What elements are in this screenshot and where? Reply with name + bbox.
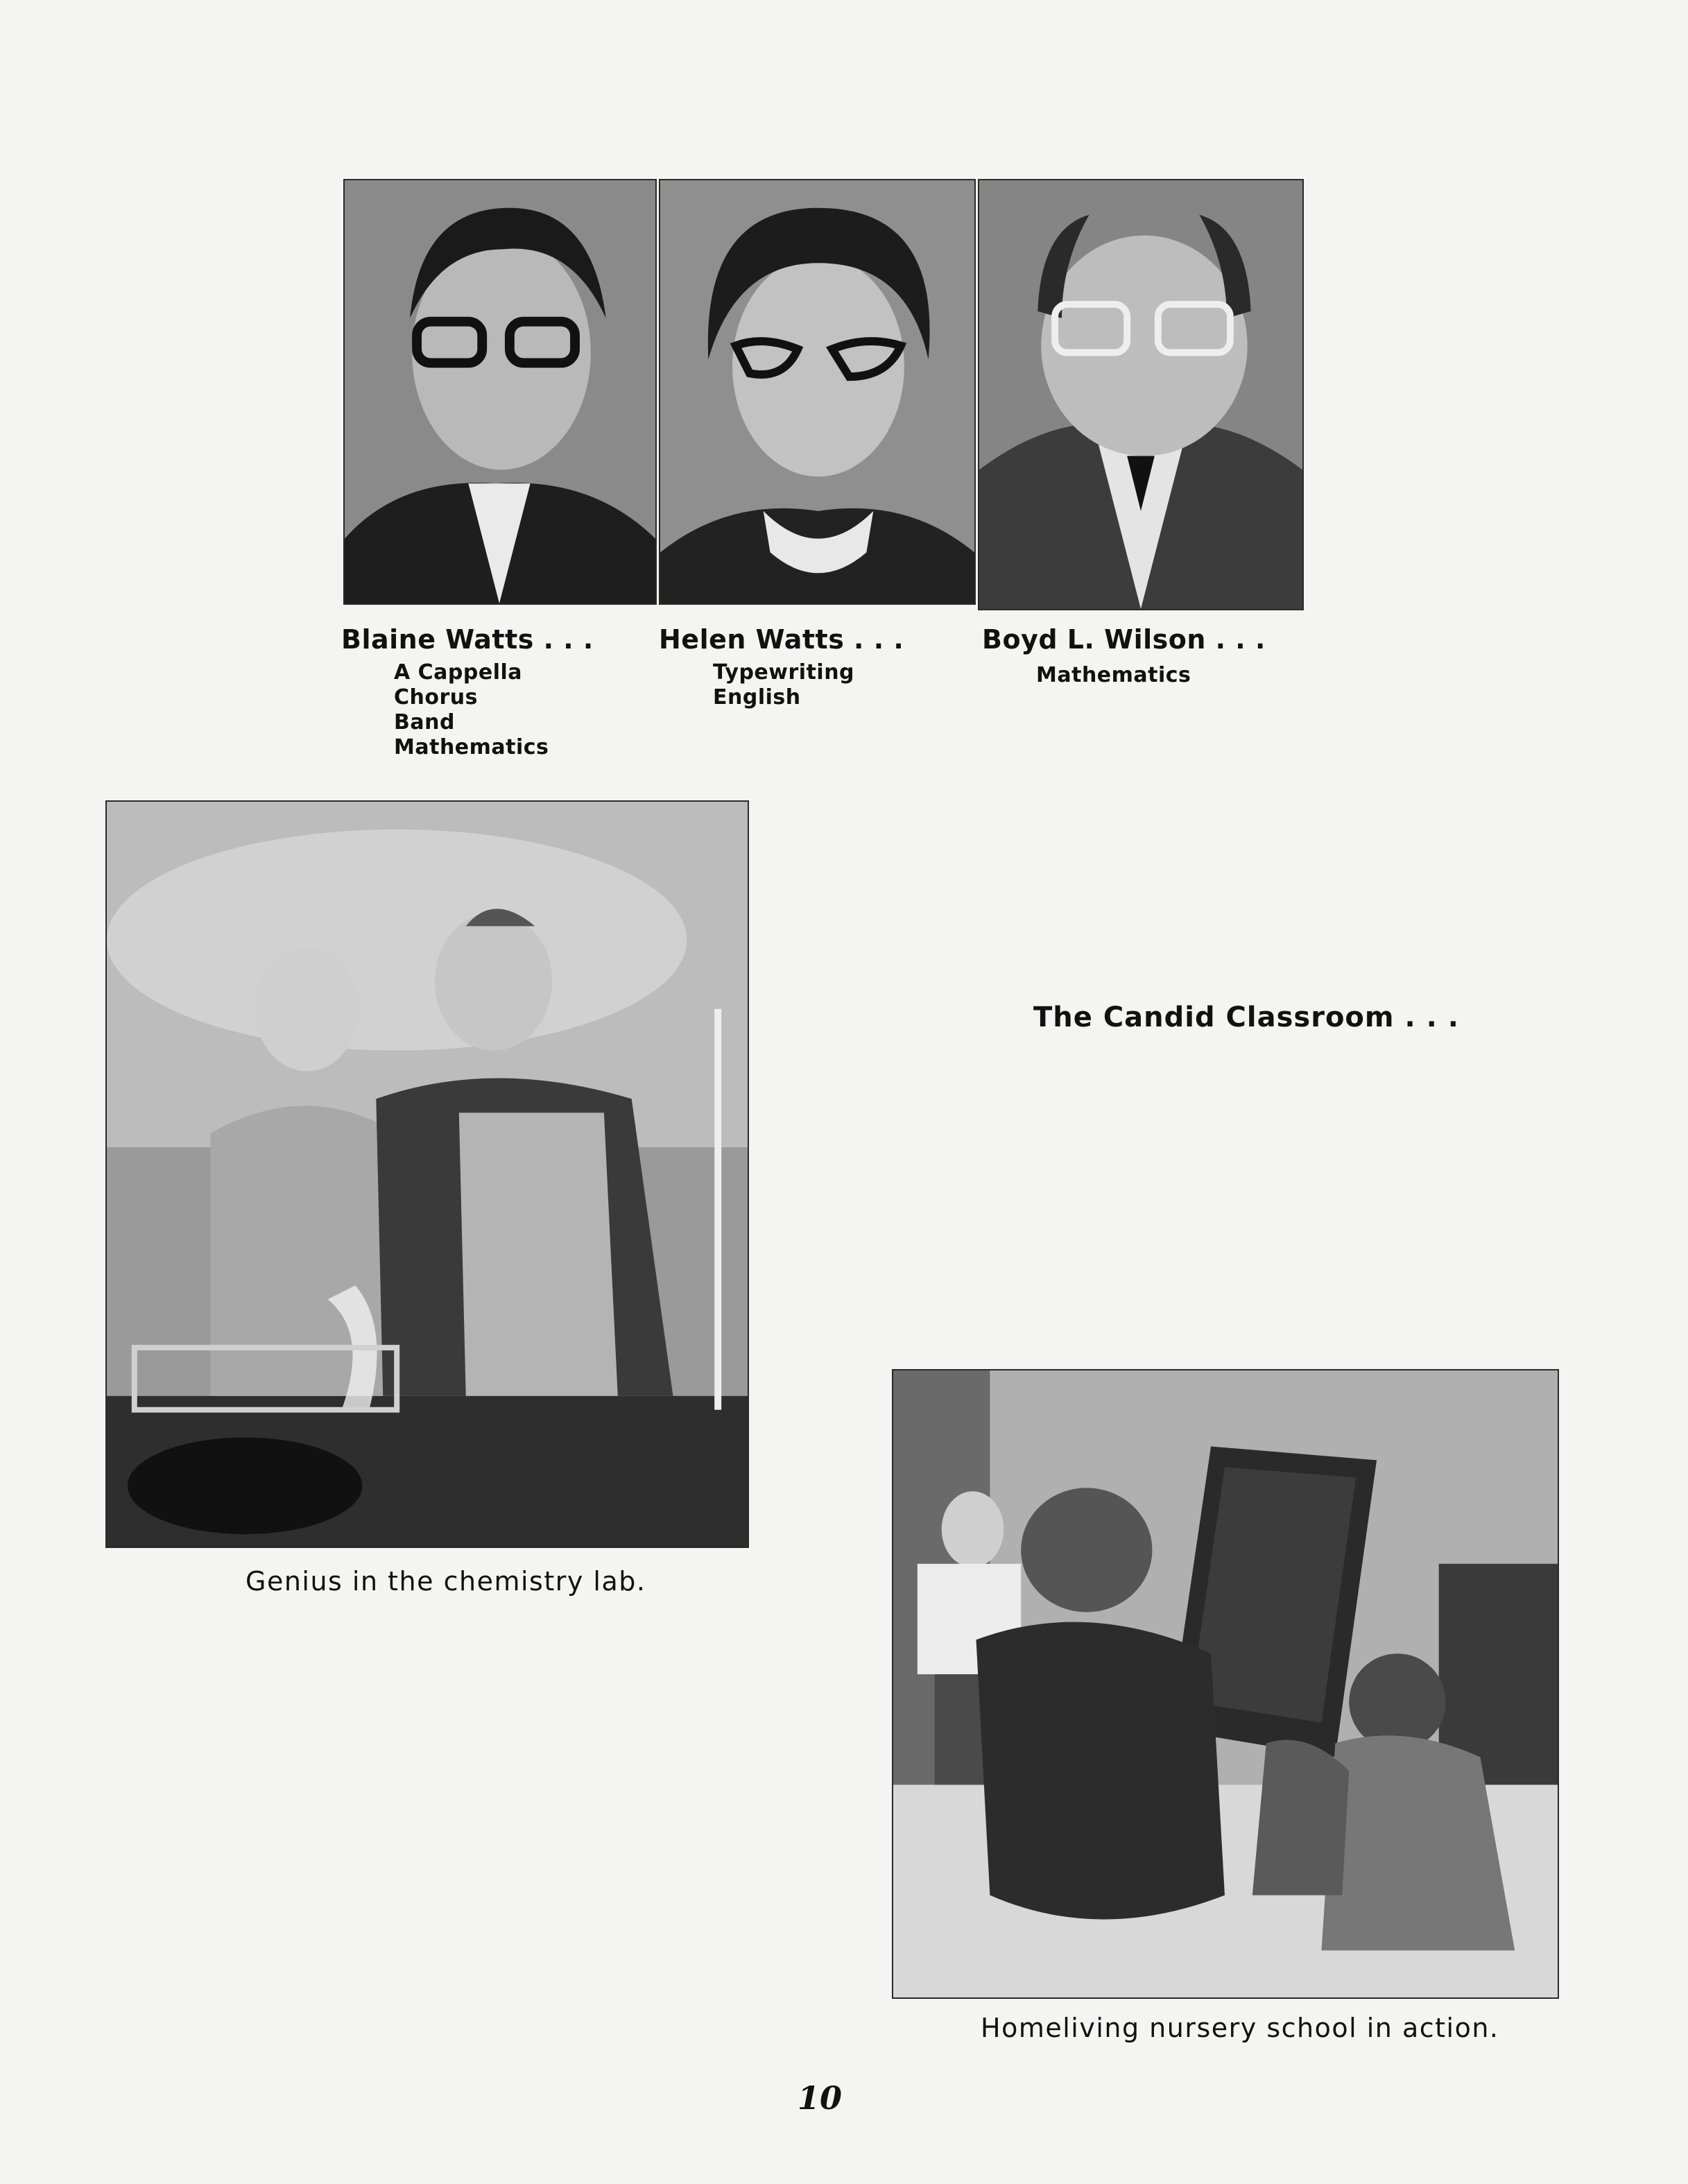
chemistry-lab-photo (105, 800, 749, 1548)
subject: Mathematics (394, 735, 549, 759)
portrait-helen-watts (659, 179, 976, 605)
faculty-name-2: Helen Watts . . . (659, 624, 904, 655)
chemistry-lab-caption: Genius in the chemistry lab. (246, 1566, 646, 1597)
subject: English (713, 685, 801, 710)
faculty-subjects-3 (1036, 663, 1191, 688)
subject: A Cappella (394, 660, 523, 685)
portrait-blaine-watts (343, 179, 657, 605)
faculty-name-3: Boyd L. Wilson . . . (982, 624, 1266, 655)
page-number: 10 (798, 2079, 843, 2117)
subject: Chorus (394, 685, 478, 710)
subject: Mathematics (1036, 663, 1191, 687)
faculty-name-1: Blaine Watts . . . (341, 624, 594, 655)
nursery-school-caption: Homeliving nursery school in action. (981, 2013, 1499, 2043)
subject: Typewriting (713, 660, 855, 685)
faculty-subjects-2 (713, 660, 854, 710)
portrait-boyd-wilson (978, 179, 1304, 610)
faculty-subjects-1 (394, 660, 549, 760)
section-heading: The Candid Classroom . . . (1033, 1001, 1459, 1033)
subject: Band (394, 710, 455, 734)
nursery-school-photo (892, 1369, 1559, 1999)
